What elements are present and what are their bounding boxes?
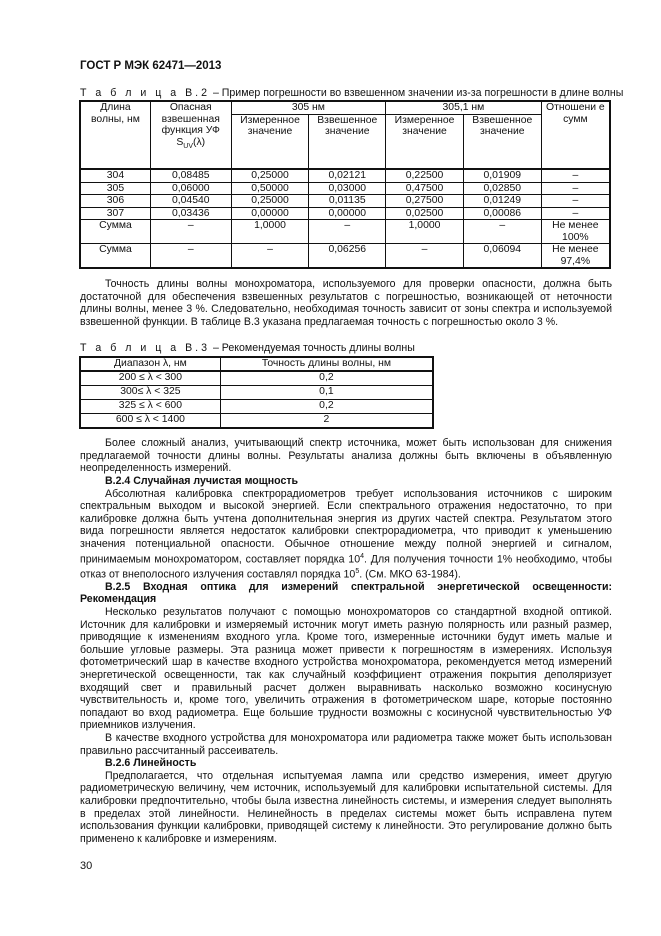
table-row [80,169,610,182]
table-cell: 304 [80,169,150,182]
caption-prefix: Т а б л и ц а В.3 [80,342,210,354]
table-row [80,195,610,208]
paragraph-text: Точность длины волны монохроматора, используемого для проверки опасности, должна быть достаточной для обеспечения взвешенных результатов с погрешностью, возникающей от неточности длины волны, менее 3 %. Следовательно, необходимая точность зависит от зоны спектра и используемой взвешенной функции. В таблице В.3 указана предлагаемая точность с погрешностью около 3 %. [80,278,612,328]
table-cell: 0,25000 [231,169,309,182]
table-cell: Не менее 97,4% [541,244,610,269]
section-heading: В.2.5 Входная оптика для измерений спектральной энергетической освещенности: Рекомендация [80,580,612,606]
paragraph-text: Несколько результатов получают с помощью монохроматоров со стандартной входной оптикой. Источник для калибровки и измеряемый источник могут иметь разную полярность или разный размер, приводящие к изменениям входного угла. Кроме того, измеренные источники будут иметь малые и большие угловые размеры. Эта разница может привести к погрешностям в измерениях. Используя фотометрический шар в качестве входного устройства монохроматора, рекомендуется метод измерений энергетической освещенности, так как случайный коэффициент отражения покрытия деполяризует входящий свет и правильный расчет должен выравнивать насколько возможно косинусную чувствительность и, кроме того, увеличить отражения в фотометрическом шаре, которые постоянно попадают во вход радиометра. Еще большие трудности возможны с косинусной чувствительностью УФ приемников излучения. [80,606,612,732]
table-cell: 300≤ λ < 325 [80,385,220,399]
table-row [80,413,433,428]
table-cell: 0,01249 [463,195,541,208]
table-cell: 1,0000 [386,220,464,244]
table-cell: 325 ≤ λ < 600 [80,399,220,413]
paragraph-text: Предполагается, что отдельная испытуемая лампа или средство измерения, имеет другую радиометрическую величину, чем источник, используемый для калибровки испытательной системы. Для калибровки предпочтительно, чтобы была известна линейность системы, и измерения следует выполнять в пределах этой линейности. Нелинейность в пределах системы может быть исправлена путем использования функции калибровки, приводящей систему к линейности. Это регулирование должно быть применено к калибровке и измерениям. [80,769,612,845]
header-range: Диапазон λ, нм [80,357,220,371]
header-wavelength: Длина волны, нм [80,101,150,169]
table-cell: 0,2 [220,399,433,413]
table-cell: Сумма [80,220,150,244]
table-cell: 1,0000 [231,220,309,244]
table-cell: 0,02121 [309,169,386,182]
table-row [80,182,610,195]
header-ratio: Отношени е сумм [541,101,610,169]
header-305: 305 нм [231,101,386,114]
table-row [80,244,610,269]
paragraph-text: Более сложный анализ, учитывающий спектр источника, может быть использован для снижения предлагаемой точности длины волны. Результаты анализа должны быть включены в объявленную неопределенность измерений. [80,437,612,475]
table-cell: – [463,220,541,244]
table-cell: 307 [80,207,150,220]
table-cell: 0,47500 [386,182,464,195]
table-cell: 0,06000 [150,182,231,195]
table-cell: 200 ≤ λ < 300 [80,371,220,386]
header-weighted: Взвешенное значение [309,114,386,169]
page-number: 30 [80,860,93,872]
table-row [80,207,610,220]
table-cell: 0,50000 [231,182,309,195]
table-cell: 0,03000 [309,182,386,195]
section-heading: В.2.6 Линейность [105,757,197,770]
table-cell: 306 [80,195,150,208]
table-cell: 0,04540 [150,195,231,208]
header-measured: Измеренное значение [386,114,464,169]
document-header: ГОСТ Р МЭК 62471—2013 [80,60,222,72]
table-cell: – [309,220,386,244]
table-cell: 0,01909 [463,169,541,182]
table-cell: – [541,195,610,208]
section-b24 [80,475,612,845]
table-cell: 0,27500 [386,195,464,208]
table-b3-caption [80,342,612,354]
header-hazard: Опасная взвешенная функция УФ $S_{UV}(\lambda)$ [150,101,231,169]
section-heading: В.2.4 Случайная лучистая мощность [105,475,299,487]
table-row [80,385,433,399]
table-cell: 600 ≤ λ < 1400 [80,413,220,428]
table-cell: – [541,182,610,195]
table-cell: Не менее 100% [541,220,610,244]
paragraph [80,437,612,475]
caption-prefix: Т а б л и ц а В.2 [80,87,210,99]
table-cell: 0,00000 [309,207,386,220]
table-row [80,399,433,413]
table-cell: 0,03436 [150,207,231,220]
table-cell: – [150,220,231,244]
caption-text: – Рекомендуемая точность длины волны [210,342,415,354]
table-cell: Сумма [80,244,150,269]
table-b3 [79,356,434,429]
table-cell: 305 [80,182,150,195]
table-cell: 0,06094 [463,244,541,269]
table-cell: 0,06256 [309,244,386,269]
caption-text: – Пример погрешности во взвешенном значении из-за погрешности в длине волны [210,87,624,99]
header-accuracy: Точность длины волны, нм [220,357,433,371]
table-cell: 0,02850 [463,182,541,195]
paragraph-text: Абсолютная калибровка спектрорадиометров требует использования источников с широким спектральным выходом и высокой энергией. Если спектрального отражения недостаточно, то при калибровке должна быть учтена дополнительная энергия из других частей спектра. Результатом этого вида погрешности является недостаток калибровки спектрорадиометра, что приводит к уменьшению значения потенциальной опасности. Обычное отношение между полной энергией и сигналом, принимаемым монохроматором, составляет порядка $10^4$. Для получения точности 1% необходимо, чтобы отказ от внеполосного излучения составлял порядка $10^5$. (См. МКО 63-1984). [80,487,613,581]
table-b2-caption [80,87,624,99]
header-305-1: 305,1 нм [386,101,542,114]
table-row [80,371,433,386]
table-cell: – [231,244,309,269]
paragraph-text: В качестве входного устройства для монохроматора или радиометра также может быть использован правильно рассчитанный рассеиватель. [80,731,612,757]
table-cell: 0,00086 [463,207,541,220]
table-cell: 2 [220,413,433,428]
table-cell: 0,22500 [386,169,464,182]
table-cell: – [541,169,610,182]
table-cell: 0,01135 [309,195,386,208]
table-cell: 0,1 [220,385,433,399]
table-cell: – [541,207,610,220]
table-b2 [79,100,611,269]
table-cell: 0,25000 [231,195,309,208]
table-cell: 0,08485 [150,169,231,182]
table-cell: 0,00000 [231,207,309,220]
header-weighted: Взвешенное значение [463,114,541,169]
header-measured: Измеренное значение [231,114,309,169]
paragraph [80,278,612,328]
table-cell: 0,2 [220,371,433,386]
table-cell: 0,02500 [386,207,464,220]
table-cell: – [150,244,231,269]
table-row [80,220,610,244]
table-cell: – [386,244,464,269]
